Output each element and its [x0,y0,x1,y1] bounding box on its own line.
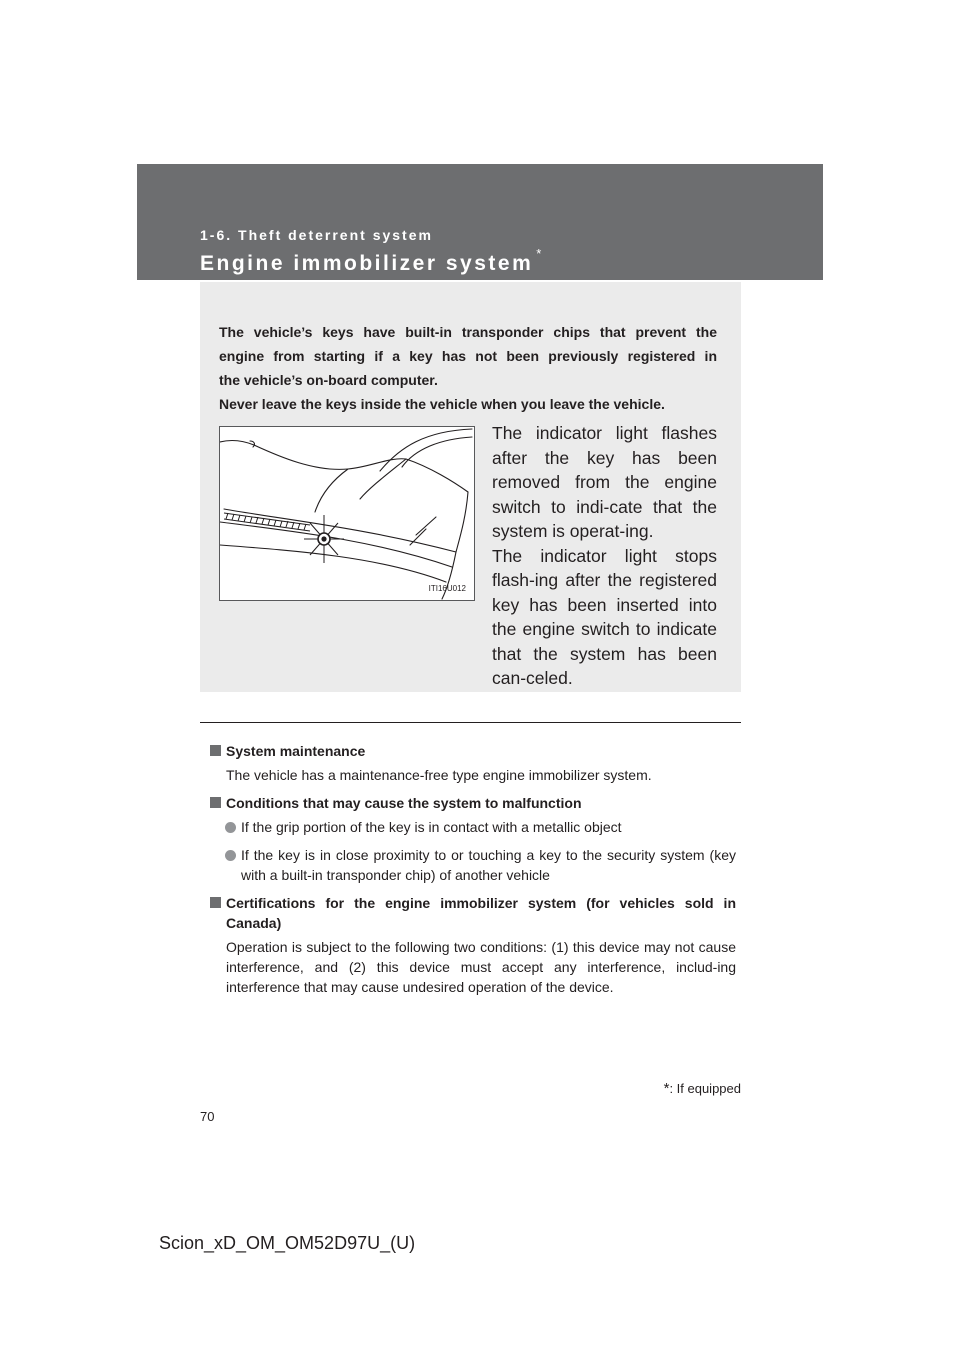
round-bullet-icon [225,822,236,833]
condition-item [210,845,736,885]
equipped-mark: * [536,246,544,261]
square-bullet-icon [210,745,221,756]
note-heading-system-maintenance [210,741,736,761]
note-heading-text: Certifications for the engine immobilizer system (for vehicles sold in Canada) [226,895,736,931]
note-heading-certifications [210,893,736,933]
intro-text [219,320,717,416]
section-label: 1-6. Theft deterrent system [200,227,433,243]
notes-section [210,741,736,1005]
intro-line-2: engine from starting if a key has not been previously registered in [219,348,717,364]
intro-box [200,282,741,692]
caption-para-2: The indicator light stops flash-ing after the registered key has been inserted into the engine switch to indicate that the system has been can-celed. [492,545,717,688]
condition-text: If the grip portion of the key is in contact with a metallic object [241,819,622,835]
footnote-mark: * [663,1080,670,1097]
document-id: Scion_xD_OM_OM52D97U_(U) [159,1233,416,1253]
round-bullet-icon [225,850,236,861]
square-bullet-icon [210,797,221,808]
page-number: 70 [200,1109,215,1124]
condition-text: If the key is in close proximity to or touching a key to the security system (key with a built-in transponder chip) of another vehicle [241,847,736,883]
square-bullet-icon [210,897,221,908]
illustration-caption [492,421,717,691]
note-heading-malfunction-conditions [210,793,736,813]
intro-line-4: Never leave the keys inside the vehicle when you leave the vehicle. [219,396,665,412]
note-body-certifications: Operation is subject to the following two conditions: (1) this device may not cause interference, and (2) this device must accept any interference, includ-ing interference that may cause undesired operation of the device. [226,939,736,995]
instrument-panel-illustration [219,426,475,601]
instrument-panel-drawing [220,427,474,600]
note-body-system-maintenance: The vehicle has a maintenance-free type engine immobilizer system. [226,767,652,783]
intro-line-1: The vehicle’s keys have built-in transponder chips that prevent the [219,324,717,340]
intro-line-3: the vehicle’s on-board computer. [219,372,438,388]
note-heading-text: Conditions that may cause the system to malfunction [226,795,582,811]
section-divider [200,722,741,723]
page-title-text: Engine immobilizer system [200,252,534,275]
footnote-text: : If equipped [669,1081,741,1096]
condition-item [210,817,736,837]
caption-para-1: The indicator light flashes after the key has been removed from the engine switch to indi-cate that the system is operat-ing. [492,423,717,541]
footnote [664,1080,741,1097]
note-heading-text: System maintenance [226,743,366,759]
page-title [200,246,544,276]
figure-code: ITI16U012 [428,584,466,593]
